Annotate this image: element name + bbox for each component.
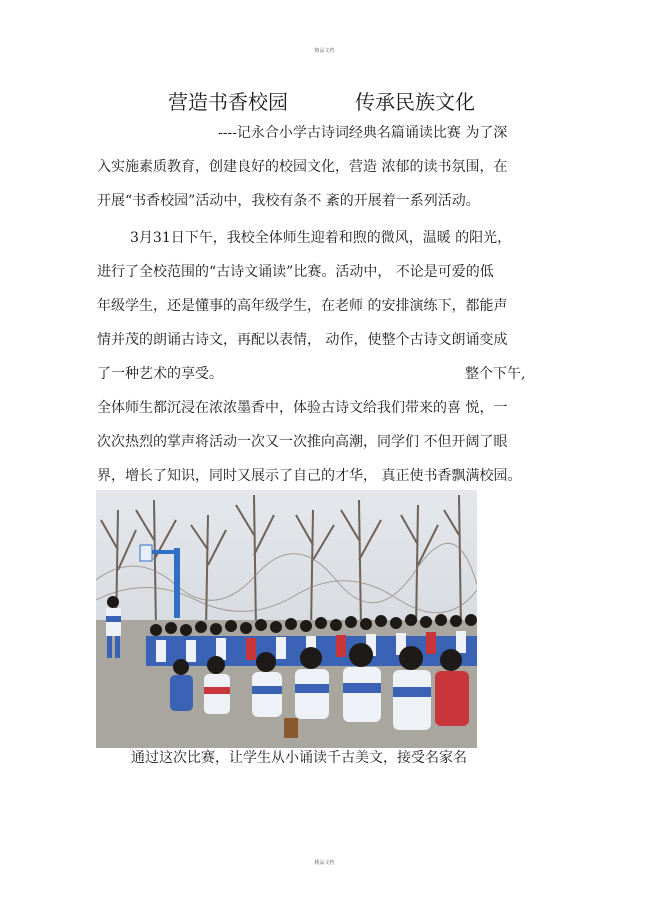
- paragraph-line: 情并茂的朗诵古诗文，再配以表情， 动作，使整个古诗文朗诵变成: [97, 332, 508, 348]
- paragraph-line: 进行了全校范围的“古诗文诵读”比赛。活动中， 不论是可爱的低: [97, 264, 494, 280]
- paragraph-line: 了一种艺术的享受。: [97, 366, 223, 382]
- footer-watermark: 精品文档: [314, 860, 335, 866]
- paragraph-line: 入实施素质教育，创建良好的校园文化，营造 浓郁的读书氛围，在: [97, 159, 508, 175]
- header-watermark: 精品文档: [314, 48, 335, 54]
- paragraph-line: 年级学生，还是懂事的高年级学生，在老师 的安排演练下，都能声: [97, 298, 508, 314]
- paragraph-line: 3月31日下午，我校全体师生迎着和煦的微风，温暖 的阳光，: [130, 230, 512, 246]
- paragraph-line: 通过这次比赛，让学生从小诵读千古美文，接受名家名: [131, 750, 467, 766]
- paragraph-line: 全体师生都沉浸在浓浓墨香中，体验古诗文给我们带来的喜 悦，一: [97, 400, 508, 416]
- title-part-1: 营造书香校园: [168, 90, 288, 114]
- page-title: [168, 86, 498, 114]
- event-photo-illustration: [96, 490, 477, 748]
- title-part-2: 传承民族文化: [355, 90, 475, 114]
- paragraph-line: 次次热烈的掌声将活动一次又一次推向高潮，同学们 不但开阔了眼: [97, 434, 508, 450]
- paragraph-line: 开展“书香校园”活动中，我校有条不 紊的开展着一系列活动。: [97, 193, 480, 209]
- chair: [284, 718, 298, 738]
- event-photo: [96, 490, 477, 748]
- subtitle-line: ----记永合小学古诗词经典名篇诵读比赛 为了深: [218, 125, 508, 141]
- paragraph-line-fragment: 整个下午,: [465, 366, 526, 382]
- paragraph-line: 界，增长了知识，同时又展示了自己的才华， 真正使书香飘满校园。: [97, 468, 522, 484]
